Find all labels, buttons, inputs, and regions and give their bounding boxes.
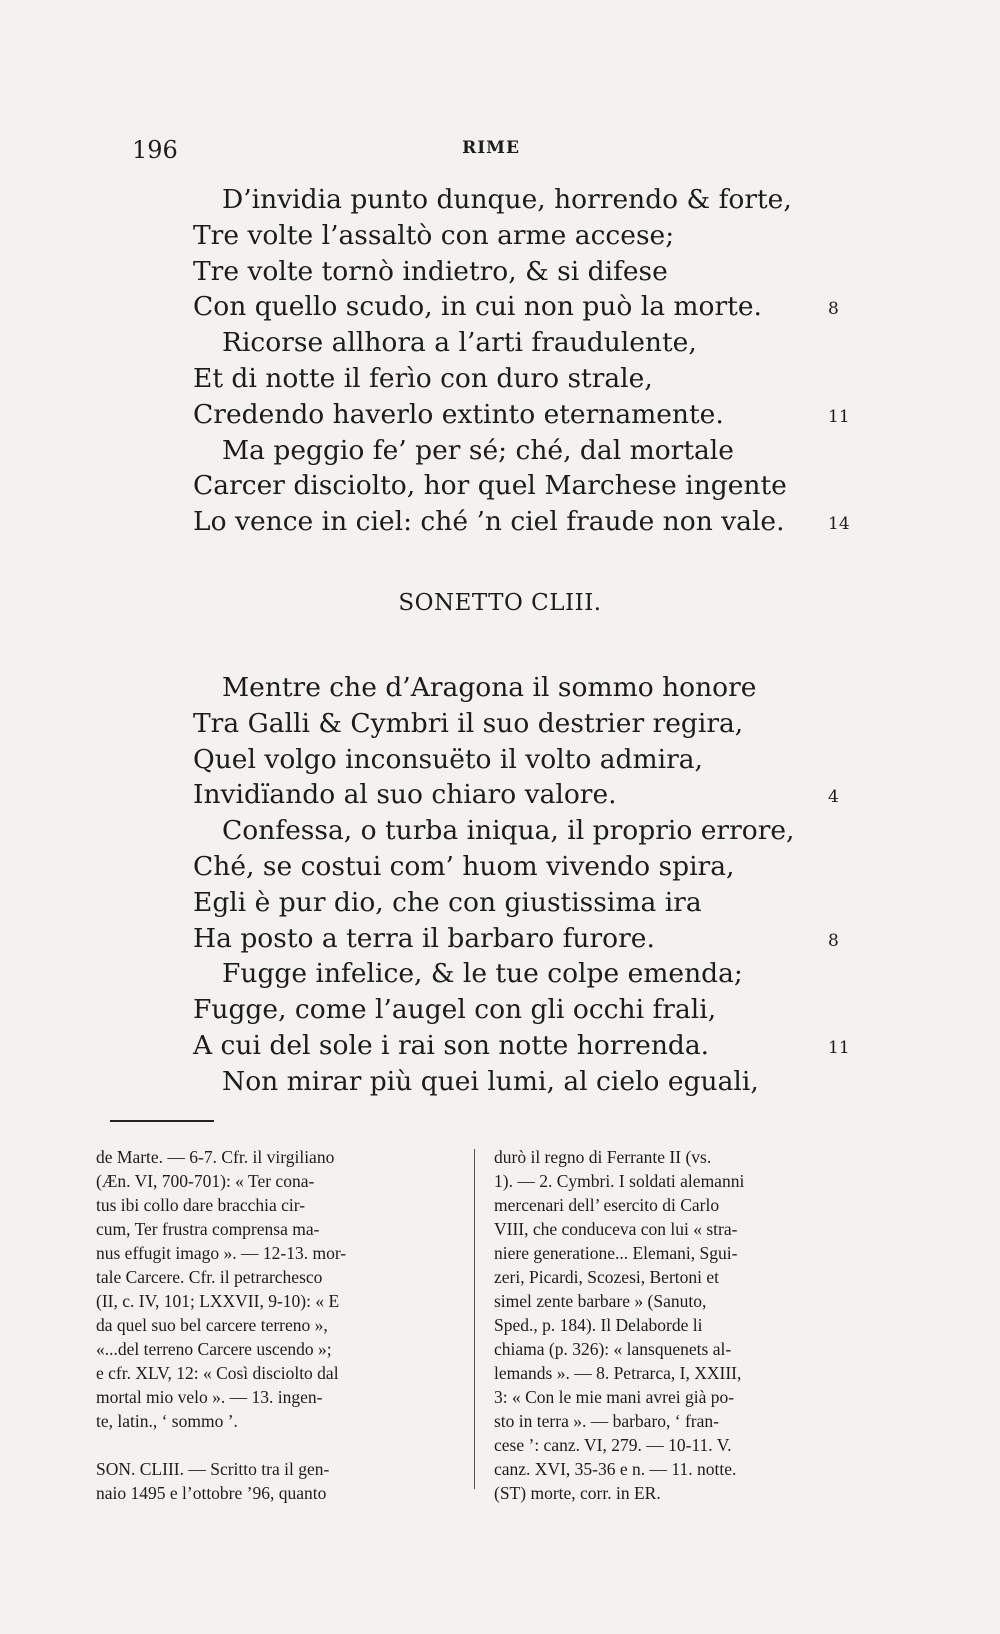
verse-text: Ché, se costui com’ huom vivendo spira, [193, 850, 735, 882]
verse-text: Non mirar più quei lumi, al cielo eguali, [222, 1065, 759, 1097]
verse-text: Mentre che d’Aragona il sommo honore [222, 672, 757, 703]
line-number: 8 [828, 930, 839, 951]
footnote-line: chiama (p. 326): « lansquenets al- [494, 1339, 732, 1359]
verse-text: Tra Galli & Cymbri il suo destrier regira, [193, 707, 744, 739]
column-divider [474, 1149, 475, 1489]
verse-line [0, 182, 1000, 218]
footnotes-left-column [96, 1145, 462, 1505]
footnote-line: Sped., p. 184). Il Delaborde li [494, 1315, 703, 1335]
verse-text: Ha posto a terra il barbaro furore. [193, 922, 655, 954]
verse-line [0, 218, 1000, 254]
footnote-line: durò il regno di Ferrante II (vs. [494, 1147, 712, 1167]
verse-line [0, 849, 1000, 885]
footnote-line: te, latin., ‘ sommo ’. [96, 1411, 238, 1431]
verse-line [0, 921, 1000, 957]
footnote-line: niere generatione... Elemani, Sgui- [494, 1243, 738, 1263]
verse-text: Tre volte l’assaltò con arme accese; [193, 219, 675, 251]
verse-text: Fugge, come l’augel con gli occhi frali, [193, 994, 717, 1026]
line-number: 14 [828, 514, 850, 535]
poem-stanza-continuation [0, 182, 1000, 540]
verse-text: A cui del sole i rai son notte horrenda. [193, 1029, 710, 1061]
footnote-line: lemands ». — 8. Petrarca, I, XXIII, [494, 1363, 742, 1383]
verse-text: Lo vence in ciel: ché ’n ciel fraude non vale. [193, 506, 785, 538]
page-header [132, 136, 850, 176]
verse-text: D’invidia punto dunque, horrendo & forte, [222, 184, 792, 215]
verse-line [0, 289, 1000, 325]
verse-line [0, 433, 1000, 469]
footnote-line: cese ’: canz. VI, 279. — 10-11. V. [494, 1435, 732, 1455]
footnote-line: simel zente barbare » (Sanuto, [494, 1291, 707, 1311]
verse-line [0, 956, 1000, 992]
footnote-line: VIII, che conduceva con lui « stra- [494, 1219, 738, 1239]
verse-line [0, 361, 1000, 397]
verse-line [0, 1064, 1000, 1100]
footnote-line: 3: « Con le mie mani avrei già po- [494, 1387, 735, 1407]
verse-line [0, 325, 1000, 361]
footnote-line: SON. CLIII. — Scritto tra il gen- [96, 1459, 330, 1479]
verse-line [0, 397, 1000, 433]
verse-line [0, 992, 1000, 1028]
verse-text: Con quello scudo, in cui non può la morte. [193, 291, 762, 323]
footnotes [96, 1145, 906, 1505]
verse-line [0, 885, 1000, 921]
footnote-line: canz. XVI, 35-36 e n. — 11. notte. [494, 1459, 737, 1479]
running-title: RIME [462, 138, 520, 158]
line-number: 11 [828, 406, 850, 427]
verse-text: Invidïando al suo chiaro valore. [193, 779, 617, 811]
footnote-line: «...del terreno Carcere uscendo »; [96, 1339, 332, 1359]
sonnet-cliii-text [0, 670, 1000, 1100]
verse-line [0, 706, 1000, 742]
verse-text: Quel volgo inconsuëto il volto admira, [193, 743, 703, 775]
verse-text: Confessa, o turba iniqua, il proprio errore, [222, 815, 795, 847]
line-number: 11 [828, 1037, 850, 1058]
footnotes-right-column [494, 1145, 860, 1505]
footnote-line: 1). — 2. Cymbri. I soldati alemanni [494, 1171, 745, 1191]
footnote-line: mortal mio velo ». — 13. ingen- [96, 1387, 323, 1407]
footnote-line: sto in terra ». — barbaro, ‘ fran- [494, 1411, 719, 1431]
verse-text: Carcer disciolto, hor quel Marchese ingente [193, 470, 787, 502]
footnote-line: e cfr. XLV, 12: « Così disciolto dal [96, 1363, 339, 1383]
page-number: 196 [132, 136, 178, 164]
footnote-rule [110, 1120, 214, 1122]
footnote-line: mercenari dell’ esercito di Carlo [494, 1195, 720, 1215]
footnote-line: zeri, Picardi, Scozesi, Bertoni et [494, 1267, 719, 1287]
verse-text: Fugge infelice, & le tue colpe emenda; [222, 958, 743, 990]
verse-line [0, 742, 1000, 778]
footnote-line: cum, Ter frustra comprensa ma- [96, 1219, 320, 1239]
line-number: 8 [828, 299, 839, 320]
line-number: 4 [828, 787, 839, 808]
footnote-line: tale Carcere. Cfr. il petrarchesco [96, 1267, 323, 1287]
verse-text: Egli è pur dio, che con giustissima ira [193, 886, 702, 918]
verse-line [0, 813, 1000, 849]
footnote-line: (ST) morte, corr. in ER. [494, 1483, 661, 1503]
footnote-line [96, 1433, 462, 1457]
footnote-line: nus effugit imago ». — 12-13. mor- [96, 1243, 347, 1263]
footnote-line: (II, c. IV, 101; LXXVII, 9-10): « E [96, 1291, 340, 1311]
footnote-line: (Æn. VI, 700-701): « Ter cona- [96, 1171, 315, 1191]
verse-text: Tre volte tornò indietro, & si difese [193, 255, 668, 287]
verse-line [0, 670, 1000, 706]
sonnet-title: SONETTO CLIII. [398, 590, 602, 616]
verse-text: Et di notte il ferìo con duro strale, [193, 362, 653, 394]
footnote-line: da quel suo bel carcere terreno », [96, 1315, 328, 1335]
verse-text: Credendo haverlo extinto eternamente. [193, 398, 724, 430]
verse-line [0, 254, 1000, 290]
verse-text: Ricorse allhora a l’arti fraudulente, [222, 327, 697, 359]
verse-line [0, 468, 1000, 504]
footnote-line: naio 1495 e l’ottobre ’96, quanto [96, 1483, 327, 1503]
verse-line [0, 1028, 1000, 1064]
verse-text: Ma peggio fe’ per sé; ché, dal mortale [222, 434, 734, 466]
footnote-line: de Marte. — 6-7. Cfr. il virgiliano [96, 1147, 335, 1167]
footnote-line: tus ibi collo dare bracchia cir- [96, 1195, 306, 1215]
verse-line [0, 504, 1000, 540]
verse-line [0, 777, 1000, 813]
